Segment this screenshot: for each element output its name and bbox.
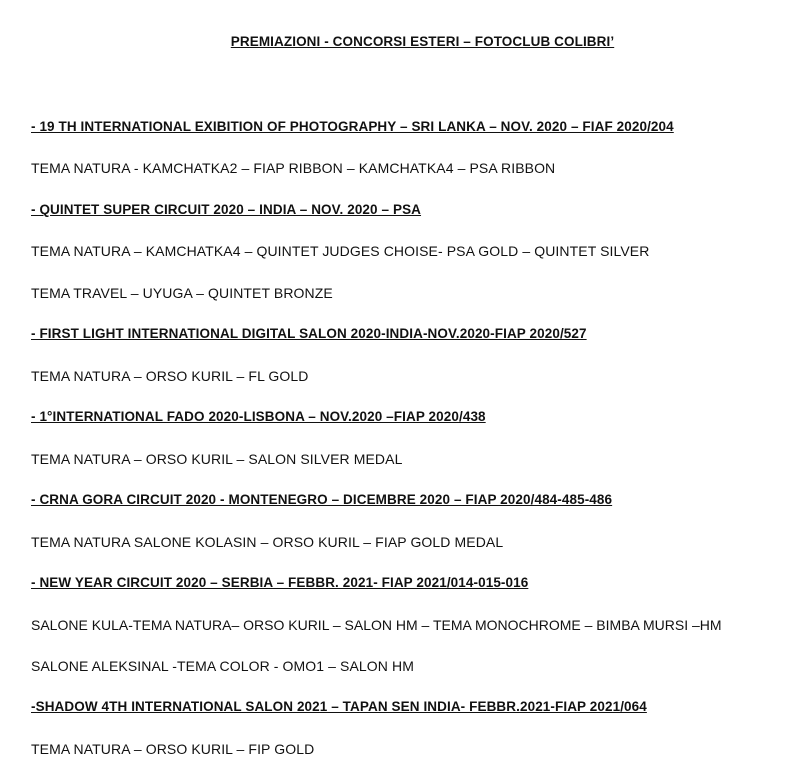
contest-heading: - CRNA GORA CIRCUIT 2020 - MONTENEGRO – DICEMBRE 2020 – FIAP 2020/484-485-486: [31, 492, 613, 507]
award-line: TEMA NATURA – ORSO KURIL – FL GOLD: [31, 368, 309, 384]
document-title: PREMIAZIONI - CONCORSI ESTERI – FOTOCLUB COLIBRI’: [230, 34, 615, 49]
contest-heading: -SHADOW 4TH INTERNATIONAL SALON 2021 – TAPAN SEN INDIA- FEBBR.2021-FIAP 2021/064: [31, 699, 647, 714]
contest-heading: - QUINTET SUPER CIRCUIT 2020 – INDIA – NOV. 2020 – PSA: [31, 202, 422, 217]
award-line: TEMA NATURA – KAMCHATKA4 – QUINTET JUDGES CHOISE- PSA GOLD – QUINTET SILVER: [31, 243, 650, 259]
award-line: TEMA NATURA – ORSO KURIL – FIP GOLD: [31, 741, 315, 757]
contest-heading: - 19 TH INTERNATIONAL EXIBITION OF PHOTOGRAPHY – SRI LANKA – NOV. 2020 – FIAF 2020/204: [31, 119, 674, 134]
contest-heading: - NEW YEAR CIRCUIT 2020 – SERBIA – FEBBR. 2021- FIAP 2021/014-015-016: [31, 575, 529, 590]
award-line: TEMA TRAVEL – UYUGA – QUINTET BRONZE: [31, 285, 333, 301]
award-line: SALONE KULA-TEMA NATURA– ORSO KURIL – SALON HM – TEMA MONOCHROME – BIMBA MURSI –HM: [31, 617, 722, 633]
award-line: SALONE ALEKSINAL -TEMA COLOR - OMO1 – SALON HM: [31, 658, 414, 674]
award-line: TEMA NATURA - KAMCHATKA2 – FIAP RIBBON – KAMCHATKA4 – PSA RIBBON: [31, 160, 556, 176]
contest-heading: - 1°INTERNATIONAL FADO 2020-LISBONA – NOV.2020 –FIAP 2020/438: [31, 409, 486, 424]
contest-heading: - FIRST LIGHT INTERNATIONAL DIGITAL SALON 2020-INDIA-NOV.2020-FIAP 2020/527: [31, 326, 587, 341]
award-line: TEMA NATURA SALONE KOLASIN – ORSO KURIL – FIAP GOLD MEDAL: [31, 534, 504, 550]
award-line: TEMA NATURA – ORSO KURIL – SALON SILVER MEDAL: [31, 451, 403, 467]
